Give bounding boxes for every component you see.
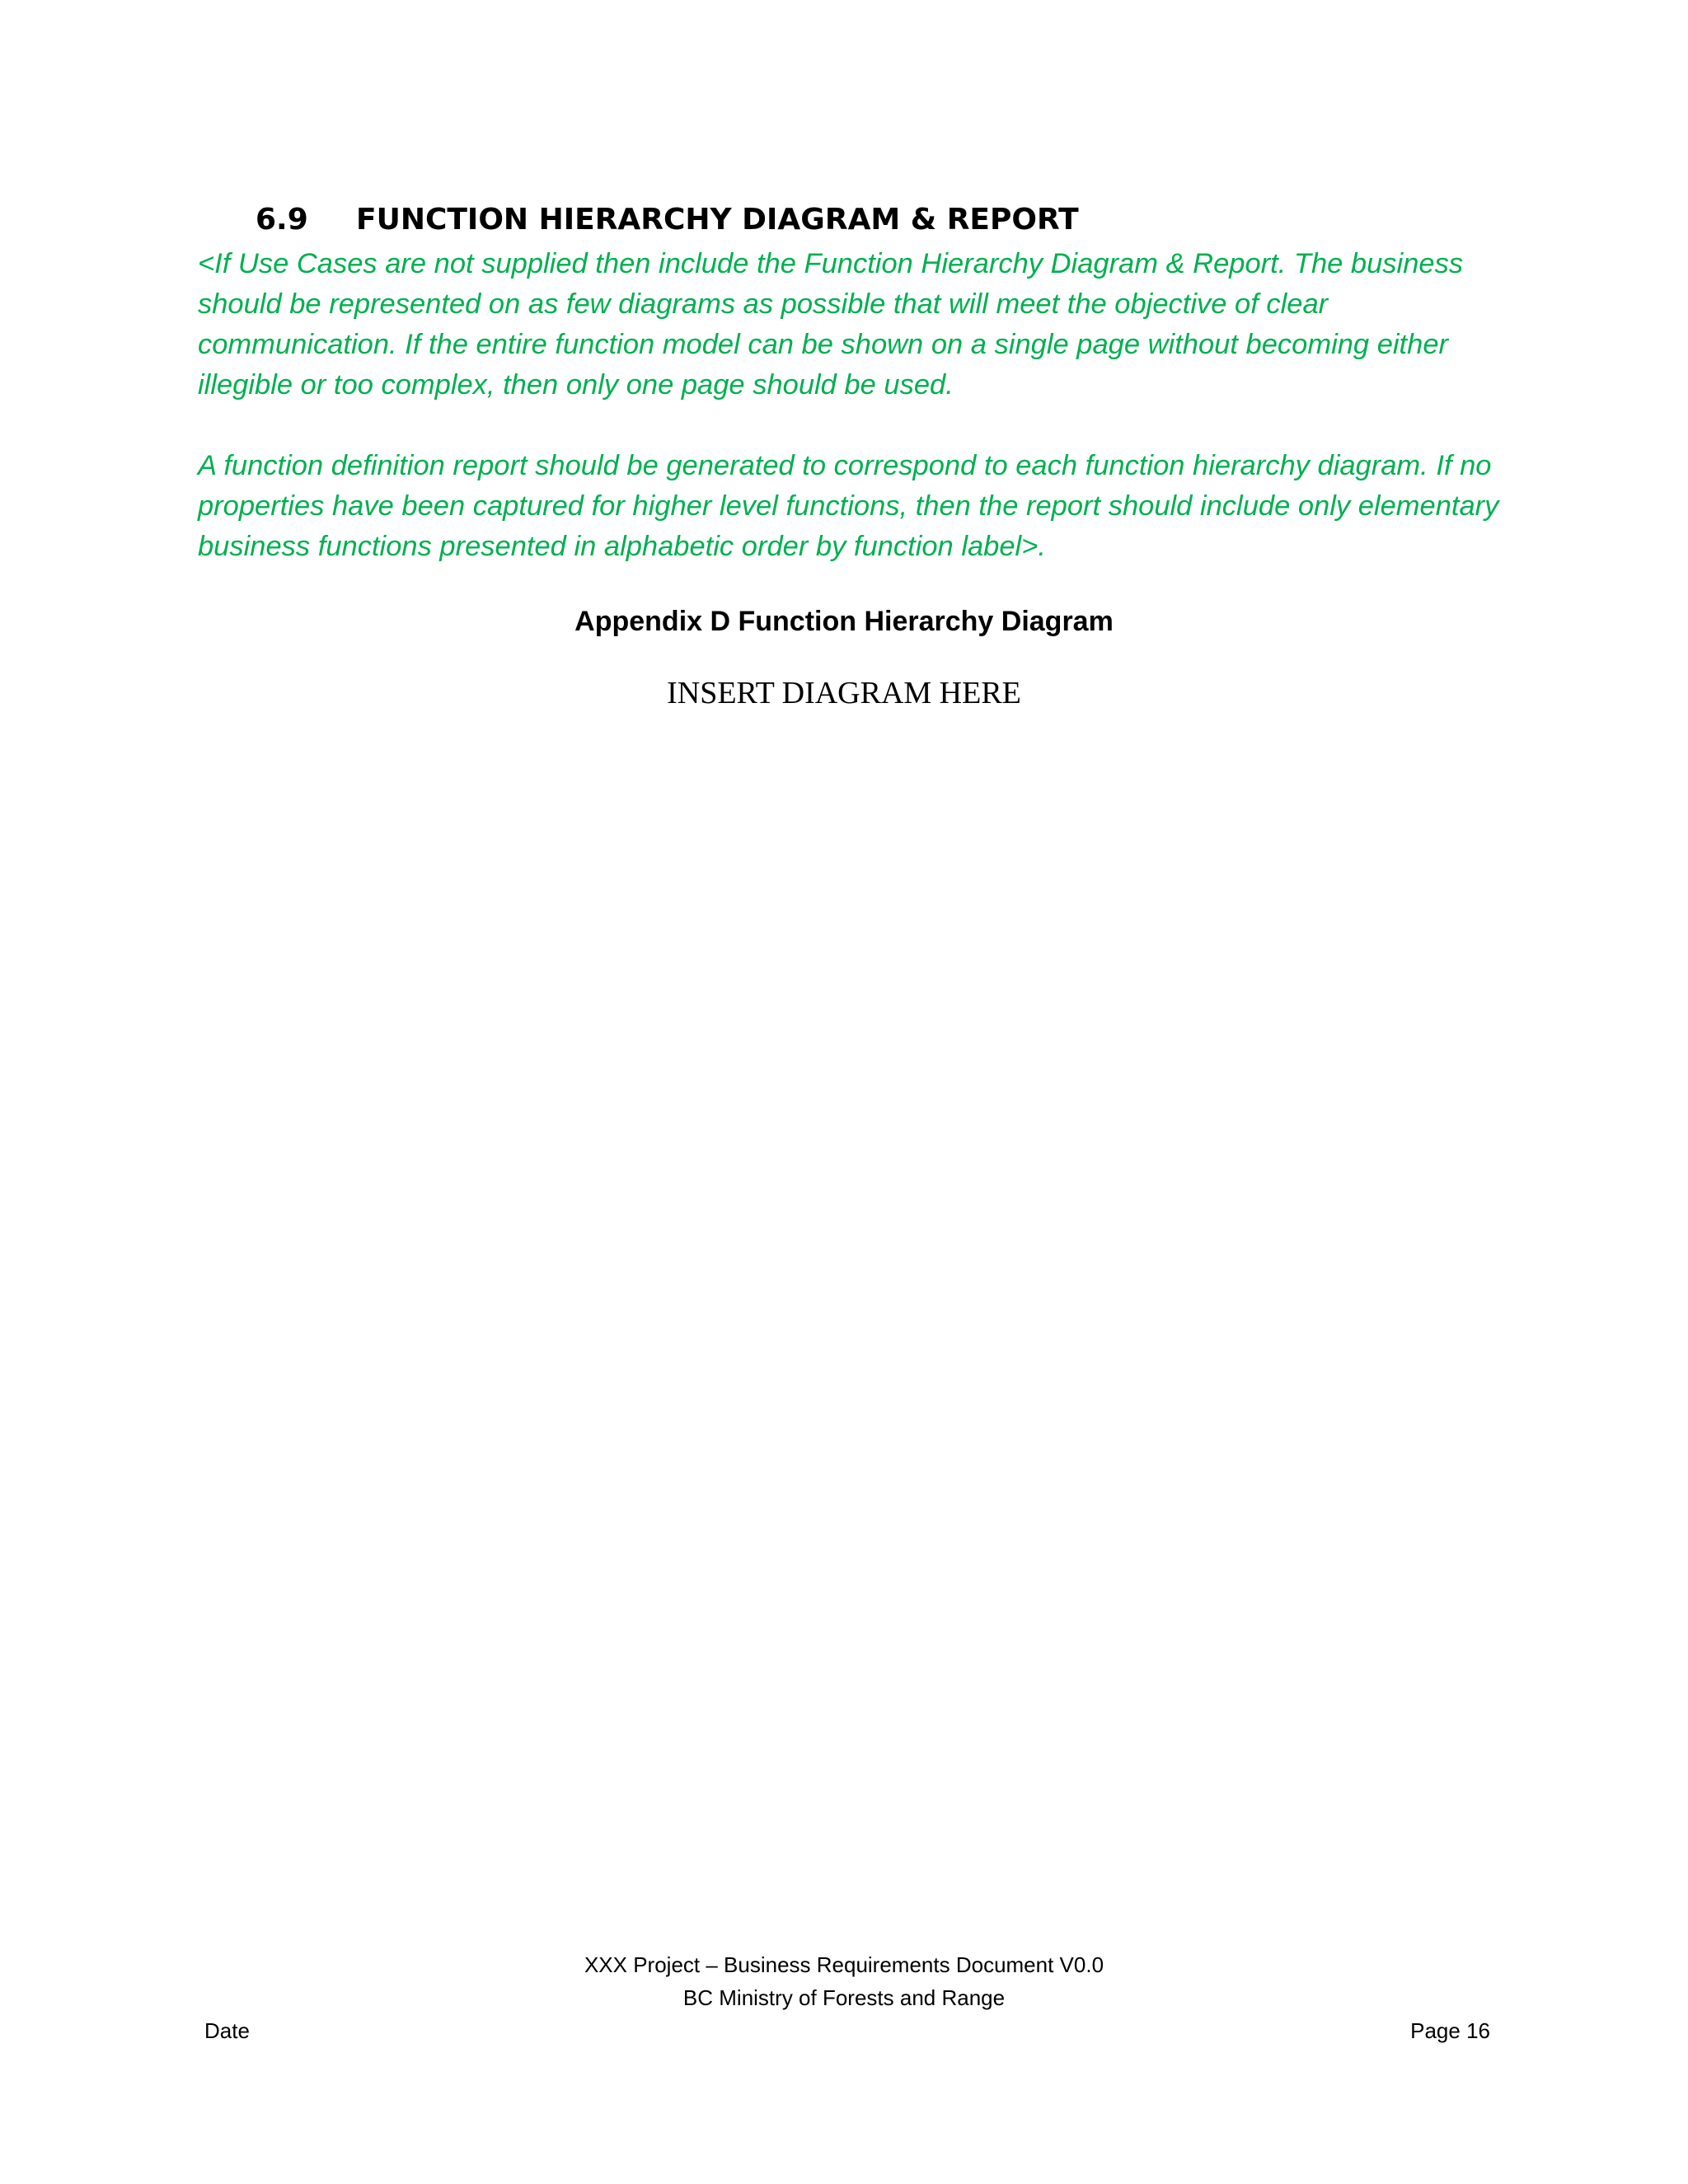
footer-document-title: XXX Project – Business Requirements Document V0.0 bbox=[584, 1952, 1104, 1977]
section-heading bbox=[256, 203, 1079, 237]
guidance-paragraph-1: <If Use Cases are not supplied then include the Function Hierarchy Diagram & Report. The business should be represented on as few diagrams as possible that will meet the objective of clear communication. If the entire function model can be shown on a single page without becoming either illegible or too complex, then only one page should be used. bbox=[198, 248, 1464, 401]
diagram-placeholder: INSERT DIAGRAM HERE bbox=[667, 676, 1021, 710]
appendix-title: Appendix D Function Hierarchy Diagram bbox=[574, 606, 1114, 637]
guidance-text bbox=[198, 244, 1500, 567]
footer-organization: BC Ministry of Forests and Range bbox=[682, 1985, 1006, 2010]
footer-page-number: Page 16 bbox=[1410, 2018, 1490, 2043]
section-number: 6.9 bbox=[256, 203, 308, 237]
footer-date: Date bbox=[204, 2018, 250, 2043]
section-title: FUNCTION HIERARCHY DIAGRAM & REPORT bbox=[356, 203, 1079, 237]
guidance-paragraph-2: A function definition report should be generated to correspond to each function hierarchy diagram. If no properties have been captured for higher level functions, then the report should include only elementary business functions presented in alphabetic order by function label>. bbox=[198, 450, 1499, 562]
